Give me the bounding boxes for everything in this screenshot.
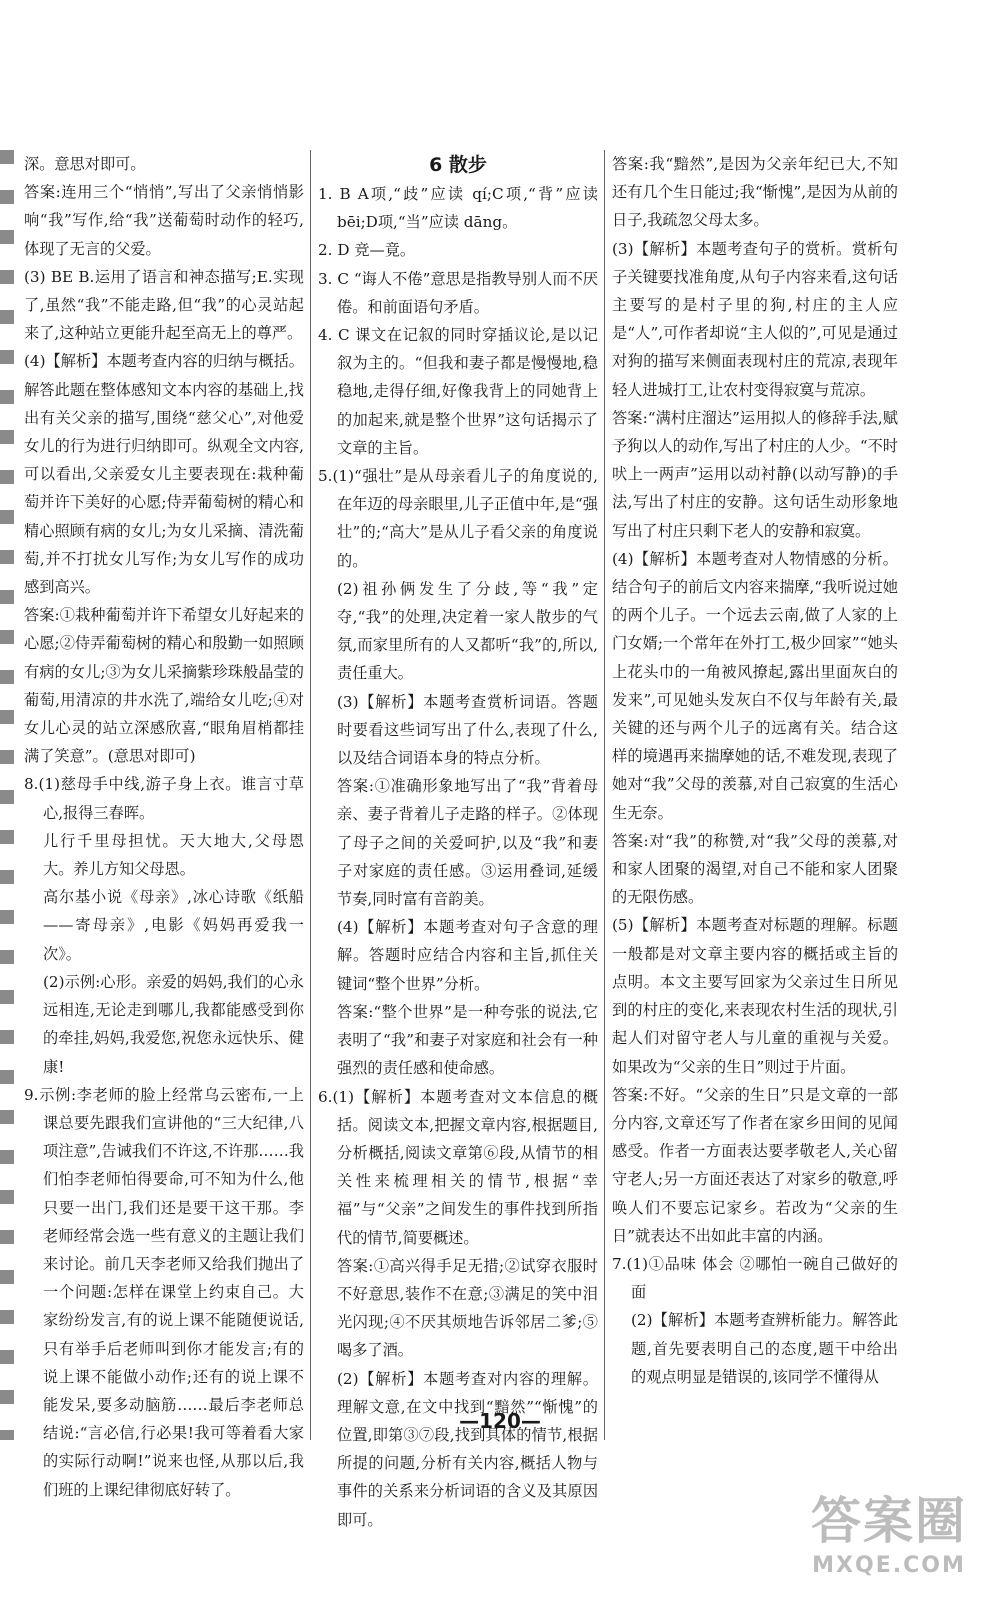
col1-p2: (3) BE B.运用了语言和神态描写;E.实现了,虽然“我”不能走路,但“我”的心灵站起来了,这种站立更能升起至高无上的尊严。 [24, 267, 304, 343]
col1-p3: (4)【解析】本题考查内容的归纳与概括。解答此题在整体感知文本内容的基础上,找出有关父亲的描写,围绕“慈父心”,对他爱女儿的行为进行归纳即可。纵观全文内容,可以看出,父亲爱女儿主要表现在:栽种葡萄并许下美好的心愿;侍弄葡萄树的精心和精心照顾有病的女儿;为女儿采摘、清洗葡萄,并不打扰女儿写作;为女儿写作的成功感到高兴。 [24, 352, 304, 597]
col1-p7: 高尔基小说《母亲》,冰心诗歌《纸船——寄母亲》,电影《妈妈再爱我一次》。 [43, 888, 304, 963]
col2-p6: (3)【解析】本题考查赏析词语。答题时要看这些词写出了什么,表现了什么,以及结合词语本身的特点分析。 [337, 692, 598, 768]
watermark-logo [794, 1490, 984, 1590]
col2-p9: 答案:“整个世界”是一种夸张的说法,它表明了“我”和妻子对家庭和社会有一种强烈的责任感和使命感。 [337, 1002, 598, 1078]
col1-p5: 8.(1)慈母手中线,游子身上衣。谁言寸草心,报得三春晖。 [24, 775, 304, 822]
column-divider [310, 150, 311, 1440]
column-middle [318, 150, 598, 1529]
col2-p3: 4. C 课文在记叙的同时穿插议论,是以记叙为主的。“但我和妻子都是慢慢地,稳稳地,走得仔细,好像我背上的同她背上的加起来,就是整个世界”这句话揭示了文章的主旨。 [318, 326, 598, 457]
col3-p1: (3)【解析】本题考查句子的赏析。赏析句子关键要找准角度,从句子内容来看,这句话主要写的是村子里的狗,村庄的主人应是“人”,可作者却说“主人似的”,可见是通过对狗的描写来侧面表现村庄的荒凉,表现年轻人进城打工,让农村变得寂寞与荒凉。 [612, 239, 898, 399]
col3-p6: 答案:不好。“父亲的生日”只是文章的一部分内容,文章还写了作者在家乡田间的见闻感受。作者一方面表达要孝敬老人,关心留守老人;另一方面还表达了对家乡的敬意,呼唤人们不要忘记家乡。若改为“父亲的生日”就表达不出如此丰富的内涵。 [612, 1085, 898, 1245]
column-divider [604, 150, 605, 1440]
col2-p1: 2. D 竞—竟。 [318, 241, 416, 260]
col1-p0: 深。意思对即可。 [24, 155, 146, 173]
col1-p4: 答案:①栽种葡萄并许下希望女儿好起来的心愿;②侍弄葡萄树的精心和殷勤一如照顾有病的女儿;③为女儿采摘紫珍珠般晶莹的葡萄,用清凉的井水洗了,端给女儿吃;④对女儿心灵的站立深感欣喜,“眼角眉梢都挂满了笑意”。(意思对即可) [24, 606, 304, 766]
watermark-text: 答案圈 [811, 1492, 967, 1550]
column-left [24, 150, 304, 1499]
binding-edge [0, 150, 14, 1440]
col3-p7: 7.(1)①品味 体会 ②哪怕一碗自己做好的面 [612, 1254, 898, 1302]
col1-p1: 答案:连用三个“悄悄”,写出了父亲悄悄影响“我”写作,给“我”送葡萄时动作的轻巧,体现了无言的父爱。 [24, 183, 304, 258]
col2-p5: (2)祖孙俩发生了分歧,等“我”定夺,“我”的处理,决定着一家人散步的气氛,而家里所有的人又都听“我”的,所以,责任重大。 [337, 579, 598, 683]
col2-p10: 6.(1)【解析】本题考查对文本信息的概括。阅读文本,把握文章内容,根据题目,分析概括,阅读文章第⑥段,从情节的相关性来梳理相关的情节,根据“幸福”与“父亲”之间发生的事件找到所指代的情节,简要概述。 [318, 1087, 598, 1247]
col1-p8: (2)示例:心形。亲爱的妈妈,我们的心永远相连,无论走到哪儿,我都能感受到你的牵挂,妈妈,我爱您,祝您永远快乐、健康! [43, 972, 304, 1076]
col2-p8: (4)【解析】本题考查对句子含意的理解。答题时应结合内容和主旨,抓住关键词“整个世界”分析。 [337, 918, 598, 993]
col2-p0: 1. B A项,“歧”应读 qí;C项,“背”应读 bēi;D项,“当”应读 dāng。 [318, 185, 598, 232]
col3-p8: (2)【解析】本题考查辨析能力。解答此题,首先要表明自己的态度,题干中给出的观点明显是错误的,该同学不懂得从 [631, 1311, 898, 1386]
watermark-url: MXQE.COM [812, 1553, 966, 1578]
col3-p3: (4)【解析】本题考查对人物情感的分析。结合句子的前后文内容来揣摩,“我听说过她的两个儿子。一个远去云南,做了人家的上门女婿;一个常年在外打工,极少回家”“她头上花头巾的一角被风撩起,露出里面灰白的发来”,可见她头发灰白不仅与年龄有关,最关键的还与两个儿子的远离有关。结合这样的境遇再来揣摩她的话,不难发现,表现了她对“我”父母的羡慕,对自己寂寞的生活心生无奈。 [612, 549, 898, 822]
col1-p6: 儿行千里母担忧。天大地大,父母恩大。养儿方知父母恩。 [43, 831, 304, 879]
col2-p11: 答案:①高兴得手足无措;②试穿衣服时不好意思,装作不在意;③满足的笑中泪光闪现;④不厌其烦地告诉邻居二爹;⑤喝多了酒。 [337, 1256, 598, 1360]
col3-p2: 答案:“满村庄溜达”运用拟人的修辞手法,赋予狗以人的动作,写出了村庄的人少。“不时吠上一两声”运用以动衬静(以动写静)的手法,写出了村庄的安静。这句话生动形象地写出了村庄只剩下老人的安静和寂寞。 [612, 408, 898, 540]
col2-p2: 3. C “诲人不倦”意思是指教导别人而不厌倦。和前面语句矛盾。 [318, 269, 598, 316]
page-number: —120— [459, 1409, 541, 1433]
section-title: 6 散步 [429, 154, 487, 176]
col3-p0: 答案:我“黯然”,是因为父亲年纪已大,不知还有几个生日能过;我“惭愧”,是因为从前的日子,我疏忽父母太多。 [612, 155, 898, 230]
col2-p7: 答案:①准确形象地写出了“我”背着母亲、妻子背着儿子走路的样子。②体现了母子之间的关爱呵护,以及“我”和妻子对家庭的责任感。③运用叠词,延缓节奏,同时富有音韵美。 [337, 777, 598, 909]
col3-p4: 答案:对“我”的称赞,对“我”父母的羡慕,对和家人团聚的渴望,对自己不能和家人团聚的无限伤感。 [612, 831, 898, 907]
col2-p12: (2)【解析】本题考查对内容的理解。理解文意,在文中找到“黯然”“惭愧”的位置,即第③⑦段,找到具体的情节,根据所提的问题,分析有关内容,概括人物与事件的关系来分析词语的含义及其原因即可。 [337, 1369, 598, 1529]
col1-p9: 9.示例:李老师的脸上经常乌云密布,一上课总要先跟我们宣讲他的“三大纪律,八项注意”,告诫我们不许这,不许那……我们怕李老师怕得要命,可不知为什么,他只要一出门,我们还是要干这干那。李老师经常会选一些有意义的主题让我们来讨论。前几天李老师又给我们抛出了一个问题:怎样在课堂上约束自己。大家纷纷发言,有的说上课不能随便说话,只有举手后老师叫到你才能发言;有的说上课不能做小动作;还有的说上课不能发呆,要多动脑筋……最后李老师总结说:“言必信,行必果!我可等着看大家的实际行动啊!”说来也怪,从那以后,我们班的上课纪律彻底好转了。 [24, 1085, 304, 1499]
column-right [612, 150, 898, 1440]
col2-p4: 5.(1)“强壮”是从母亲看儿子的角度说的,在年迈的母亲眼里,儿子正值中年,是“强壮”的;“高大”是从儿子看父亲的角度说的。 [318, 467, 598, 570]
col3-p5: (5)【解析】本题考查对标题的理解。标题一般都是对文章主要内容的概括或主旨的点明。本文主要写回家为父亲过生日所见到的村庄的变化,来表现农村生活的现状,引起人们对留守老人与儿童的重视与关爱。如果改为“父亲的生日”则过于片面。 [612, 916, 898, 1076]
